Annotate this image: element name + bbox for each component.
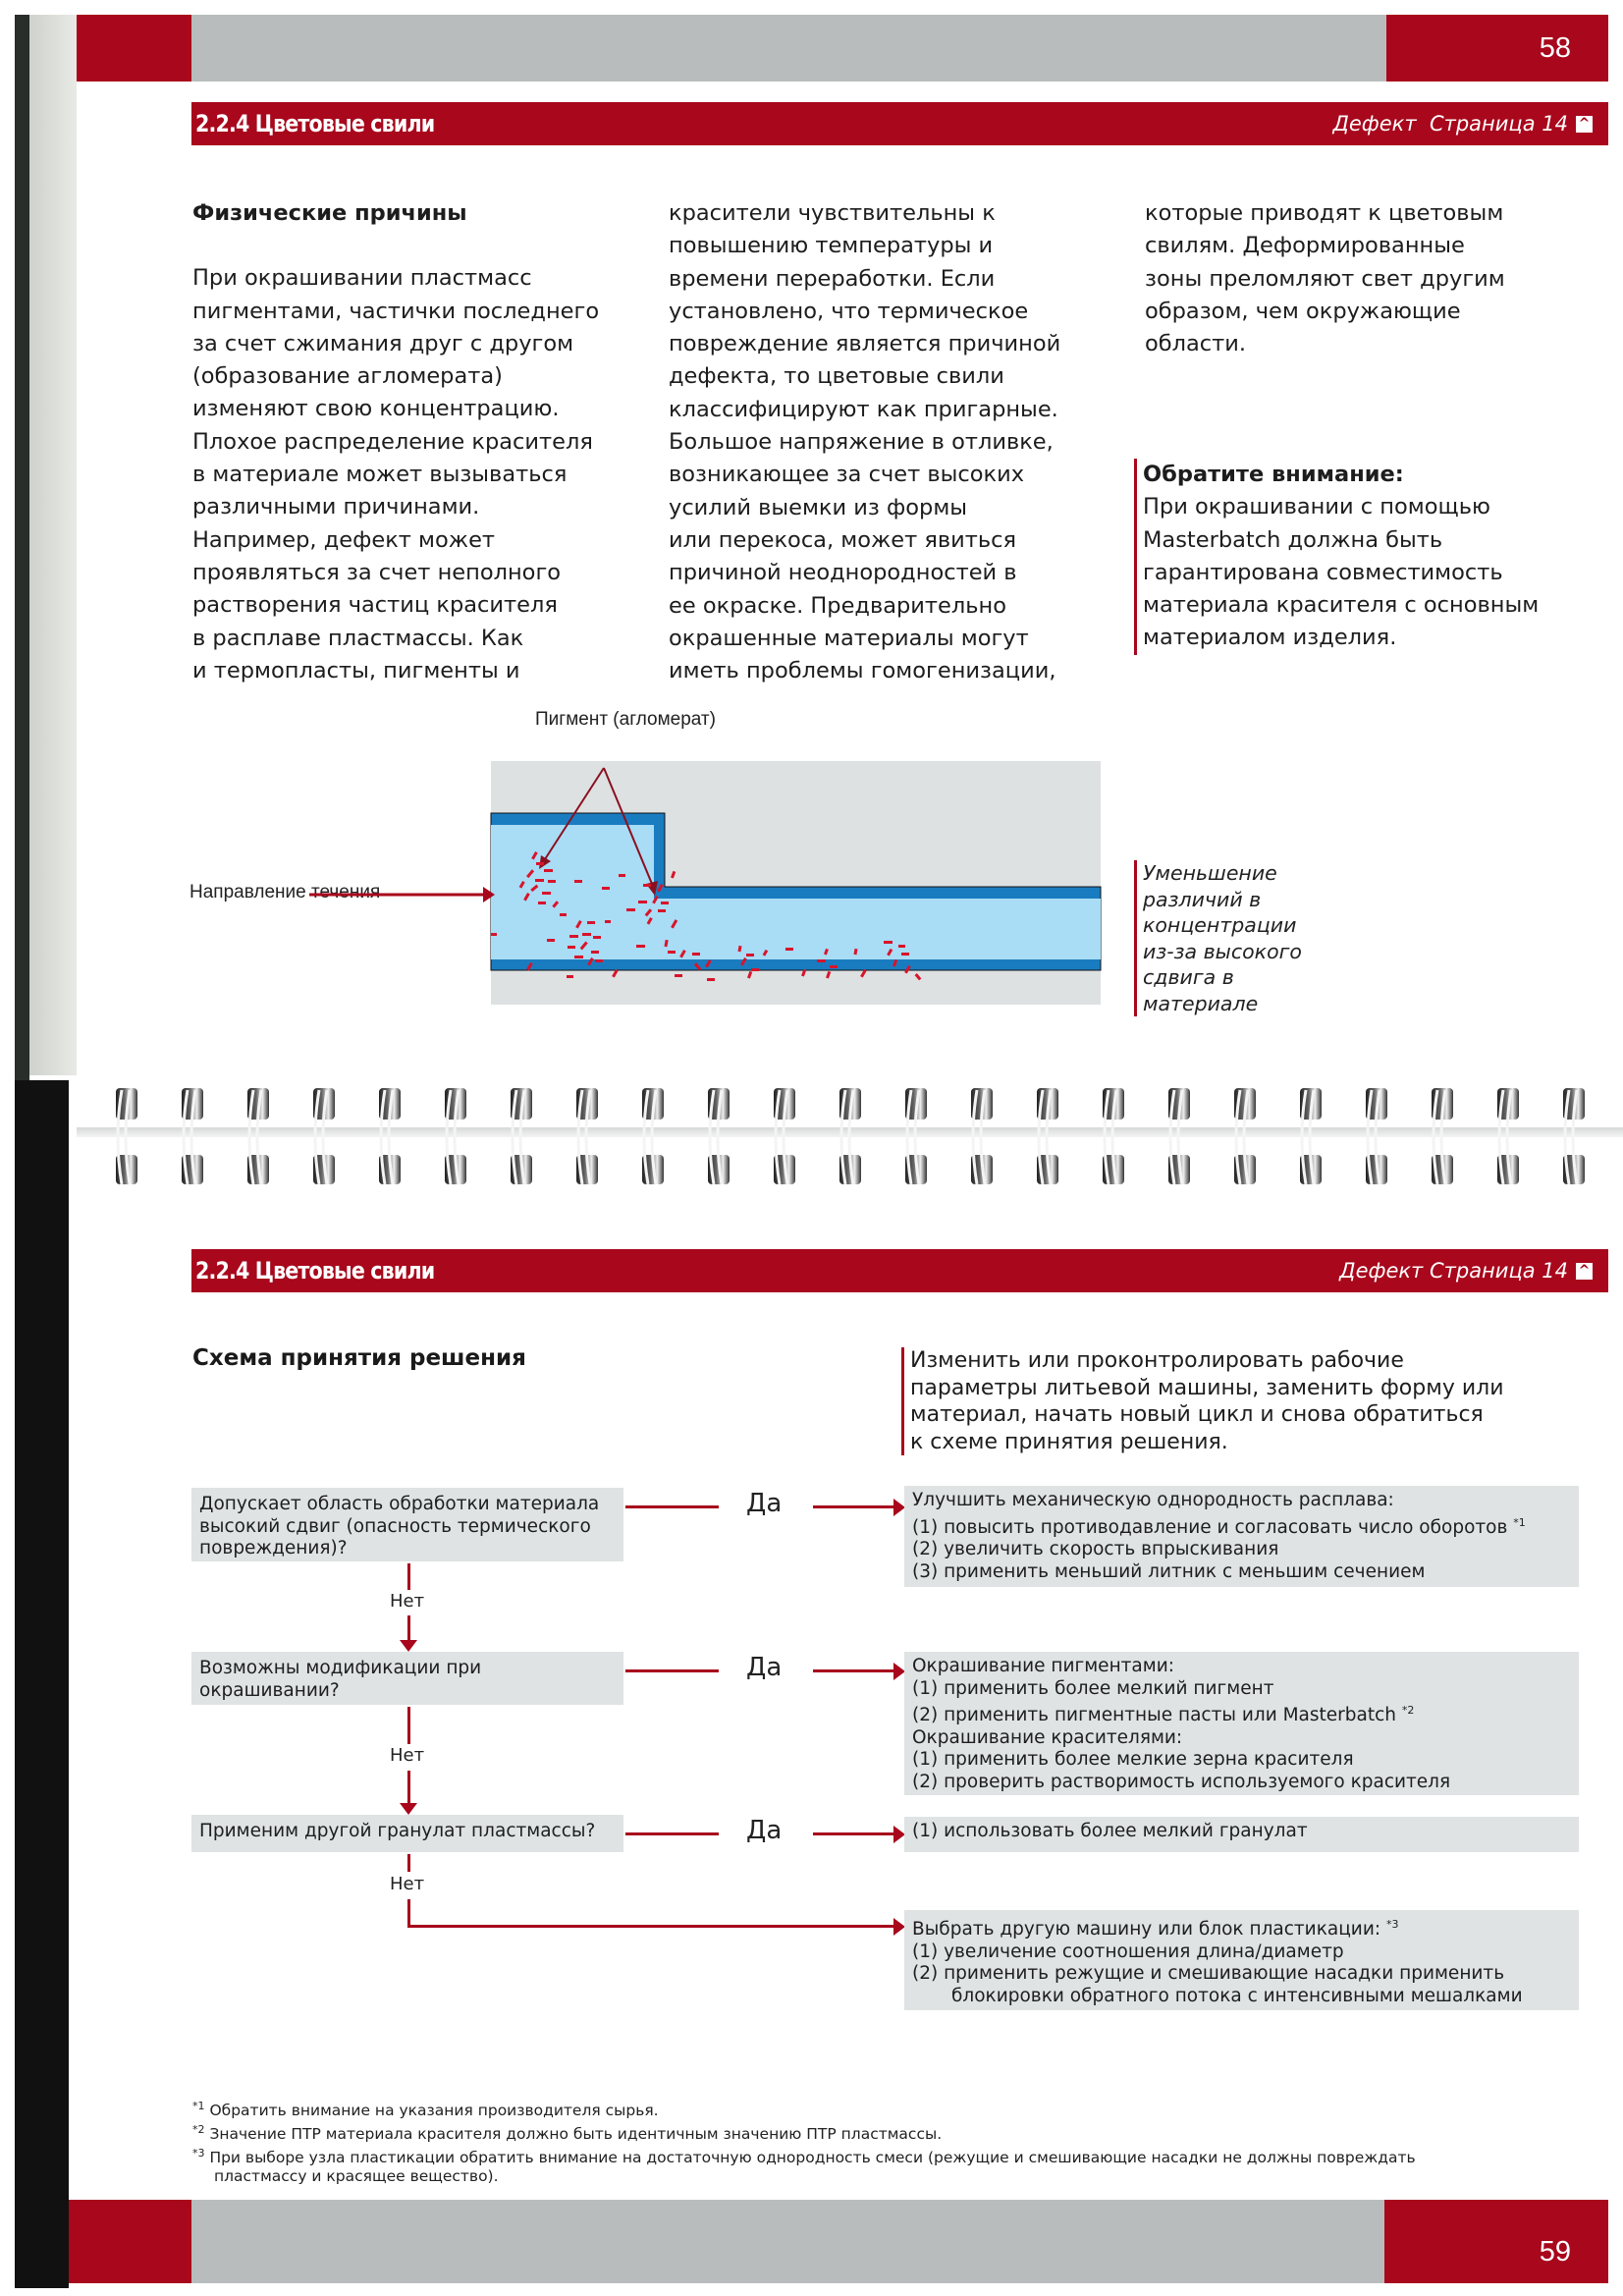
text-line: Улучшить механическую однородность расплава: <box>912 1490 1394 1510</box>
text-line: повышению температуры и <box>669 233 994 259</box>
note-title: Обратите внимание: <box>1143 462 1404 487</box>
text-line: параметры литьевой машины, заменить форму или <box>910 1375 1504 1400</box>
text-line: возникающее за счет высоких <box>669 462 1025 488</box>
section-nav-label[interactable]: Дефект Страница 14 <box>1332 112 1568 136</box>
header-grey-band <box>191 15 1386 82</box>
text-line: материала красителя с основным <box>1143 592 1540 619</box>
connector-line <box>407 1615 410 1640</box>
text-line: окрашенные материалы могут <box>669 625 1029 651</box>
footnote-mark: *1 <box>192 2100 205 2112</box>
footnotes <box>192 2097 1567 2186</box>
chevron-up-icon[interactable]: ^ <box>1576 116 1593 133</box>
connector-line <box>407 1925 895 1928</box>
text-line: повреждение является причиной <box>669 331 1061 357</box>
caption-line: сдвига в <box>1143 965 1234 989</box>
page-edge <box>29 15 77 1075</box>
caption-line: концентрации <box>1143 913 1297 937</box>
text-line: Применим другой гранулат пластмассы? <box>199 1821 596 1841</box>
question-box-3 <box>191 1815 623 1852</box>
footnote-ref[interactable]: *3 <box>1385 1918 1399 1931</box>
page-number: 58 <box>1386 15 1608 82</box>
section-nav[interactable] <box>1332 112 1593 136</box>
yes-label: Да <box>746 1489 783 1518</box>
column-3 <box>1145 197 1606 360</box>
heading-decision-scheme: Схема принятия решения <box>192 1345 526 1371</box>
connector-line <box>813 1505 895 1508</box>
text-line: Masterbatch должна быть <box>1143 526 1443 553</box>
action-box-final <box>904 1910 1579 2010</box>
text-line: времени переработки. Если <box>669 265 996 292</box>
question-box-2 <box>191 1652 623 1705</box>
label-flow-direction: Направление течения <box>189 882 381 902</box>
text-line: гарантирована совместимость <box>1143 559 1503 585</box>
text-line: (3) применить меньший литник с меньшим сечением <box>912 1560 1426 1582</box>
text-line: Плохое распределение красителя <box>192 428 593 455</box>
text-line: Например, дефект может <box>192 526 496 553</box>
caption-line: Уменьшение <box>1143 861 1277 885</box>
footer-red-block-left <box>69 2200 191 2283</box>
text-line: материал, начать новый цикл и снова обратиться <box>910 1402 1484 1427</box>
intro-note <box>901 1347 1597 1455</box>
footer-grey-band <box>191 2200 1384 2283</box>
footnote-ref[interactable]: *2 <box>1401 1704 1415 1717</box>
footnote-text: Значение ПТР материала красителя должно быть идентичным значению ПТР пластмассы. <box>209 2125 943 2144</box>
text-line: установлено, что термическое <box>669 298 1029 324</box>
text-line: усилий выемки из формы <box>669 494 968 520</box>
text-line: иметь проблемы гомогенизации, <box>669 658 1056 684</box>
text-line: изменяют свою концентрацию. <box>192 396 560 422</box>
section-bar <box>191 102 1608 145</box>
text-line: При окрашивании с помощью <box>1143 494 1490 520</box>
connector-line <box>625 1832 719 1835</box>
column-2 <box>669 197 1130 687</box>
caption-line: из-за высокого <box>1143 939 1302 963</box>
connector-line <box>813 1669 895 1672</box>
text-line: (1) применить более мелкий пигмент <box>912 1677 1274 1699</box>
footnote-text: При выборе узла пластикации обратить внимание на достаточную однородность смеси (режущие и смешивающие насадки не должны повреждать <box>209 2149 1416 2167</box>
connector-line <box>625 1669 719 1672</box>
text-line: различными причинами. <box>192 494 480 520</box>
text-line: (1) применить более мелкие зерна красителя <box>912 1749 1354 1771</box>
text-line: (2) увеличить скорость впрыскивания <box>912 1539 1279 1560</box>
text-line: свилям. Деформированные <box>1145 233 1465 259</box>
footnote-3 <box>192 2144 1567 2167</box>
text-line: ее окраске. Предварительно <box>669 592 1006 619</box>
text-line: Окрашивание красителями: <box>912 1726 1183 1748</box>
text-line: Допускает область обработки материала <box>199 1494 600 1514</box>
text-line: (образование агломерата) <box>192 363 503 390</box>
connector-line <box>813 1832 895 1835</box>
text-line: окрашивании? <box>199 1679 340 1701</box>
text-line: материалом изделия. <box>1143 625 1397 651</box>
footnote-ref[interactable]: *1 <box>1513 1515 1526 1529</box>
footnote-2 <box>192 2120 1567 2144</box>
text-line: (1) увеличение соотношения длина/диаметр <box>912 1941 1344 1962</box>
yes-label: Да <box>746 1816 783 1845</box>
text-line: в материале может вызываться <box>192 462 568 488</box>
column-physical-causes <box>192 197 654 687</box>
no-label: Нет <box>390 1874 425 1894</box>
chevron-up-icon[interactable]: ^ <box>1576 1263 1593 1280</box>
arrow-down-icon <box>400 1640 417 1652</box>
diagram-caption <box>1134 860 1339 1016</box>
label-pigment-agglomerate: Пигмент (агломерат) <box>535 709 716 730</box>
section-bar-bottom <box>191 1249 1608 1292</box>
text-line: Изменить или проконтролировать рабочие <box>910 1348 1404 1373</box>
footnote-mark: *2 <box>192 2123 205 2137</box>
text-line: за счет сжимания друг с другом <box>192 330 574 356</box>
no-label: Нет <box>390 1591 425 1612</box>
header-red-block-left <box>77 15 191 82</box>
no-label: Нет <box>390 1745 425 1766</box>
text-line: в расплаве пластмассы. Как <box>192 625 524 651</box>
question-box-1 <box>191 1488 623 1561</box>
text-line: классифицируют как пригарные. <box>669 396 1058 422</box>
text-line: (2) применить пигментные пасты или Masterbatch <box>912 1705 1397 1726</box>
footnote-text: Обратить внимание на указания производителя сырья. <box>209 2102 659 2120</box>
arrow-down-icon <box>400 1803 417 1815</box>
text-line: Возможны модификации при <box>199 1658 482 1678</box>
text-line: пигментами, частички последнего <box>192 298 600 324</box>
flow-diagram <box>177 727 1119 1021</box>
text-line: растворения частиц красителя <box>192 592 558 619</box>
section-nav-label[interactable]: Дефект Страница 14 <box>1339 1259 1568 1283</box>
text-line: Окрашивание пигментами: <box>912 1656 1174 1676</box>
text-line: причиной неоднородностей в <box>669 560 1017 586</box>
text-line: (1) повысить противодавление и согласовать число оборотов <box>912 1516 1508 1538</box>
text-line: зоны преломляют свет другим <box>1145 265 1505 292</box>
text-line: или перекоса, может явиться <box>669 526 1017 553</box>
text-line: При окрашивании пластмасс <box>192 265 532 292</box>
section-title: 2.2.4 Цветовые свили <box>195 110 435 137</box>
footnote-1 <box>192 2097 1567 2120</box>
text-line: красители чувствительны к <box>669 200 996 226</box>
text-line: Выбрать другую машину или блок пластикации: <box>912 1919 1381 1941</box>
text-line: (2) применить режущие и смешивающие насадки применить <box>912 1963 1505 1985</box>
text-line: (1) использовать более мелкий гранулат <box>912 1821 1308 1841</box>
connector-line <box>407 1899 410 1927</box>
note-box <box>1134 459 1604 655</box>
text-line: повреждения)? <box>199 1538 348 1558</box>
text-line: проявляться за счет неполного <box>192 559 562 585</box>
book-spine-dark <box>15 1080 69 2288</box>
text-line: блокировки обратного потока с интенсивными мешалками <box>951 1985 1523 2006</box>
text-line: дефекта, то цветовые свили <box>669 363 1004 390</box>
text-line: к схеме принятия решения. <box>910 1429 1228 1454</box>
connector-line <box>407 1771 410 1803</box>
heading-physical-causes: Физические причины <box>192 200 467 226</box>
text-line: области. <box>1145 331 1247 357</box>
action-box-1 <box>904 1486 1579 1587</box>
section-nav[interactable] <box>1339 1259 1593 1283</box>
footnote-mark: *3 <box>192 2147 205 2160</box>
page-number: 59 <box>1384 2200 1608 2283</box>
text-line: образом, чем окружающие <box>1145 298 1461 324</box>
action-box-3 <box>904 1817 1579 1852</box>
text-line: высокий сдвиг (опасность термического <box>199 1515 591 1537</box>
text-line: и термопласты, пигменты и <box>192 657 520 683</box>
connector-line <box>407 1854 410 1872</box>
caption-line: различий в <box>1143 887 1262 911</box>
connector-line <box>407 1563 410 1590</box>
caption-line: материале <box>1143 991 1259 1015</box>
action-box-2 <box>904 1652 1579 1795</box>
text-line: (2) проверить растворимость используемого красителя <box>912 1771 1451 1792</box>
section-title: 2.2.4 Цветовые свили <box>195 1257 435 1285</box>
text-line: Большое напряжение в отливке, <box>669 429 1054 456</box>
footnote-text: пластмассу и красящее вещество). <box>214 2167 499 2186</box>
connector-line <box>625 1505 719 1508</box>
connector-line <box>407 1707 410 1744</box>
spiral-binding <box>108 1088 1600 1186</box>
yes-label: Да <box>746 1653 783 1682</box>
text-line: которые приводят к цветовым <box>1145 200 1504 226</box>
